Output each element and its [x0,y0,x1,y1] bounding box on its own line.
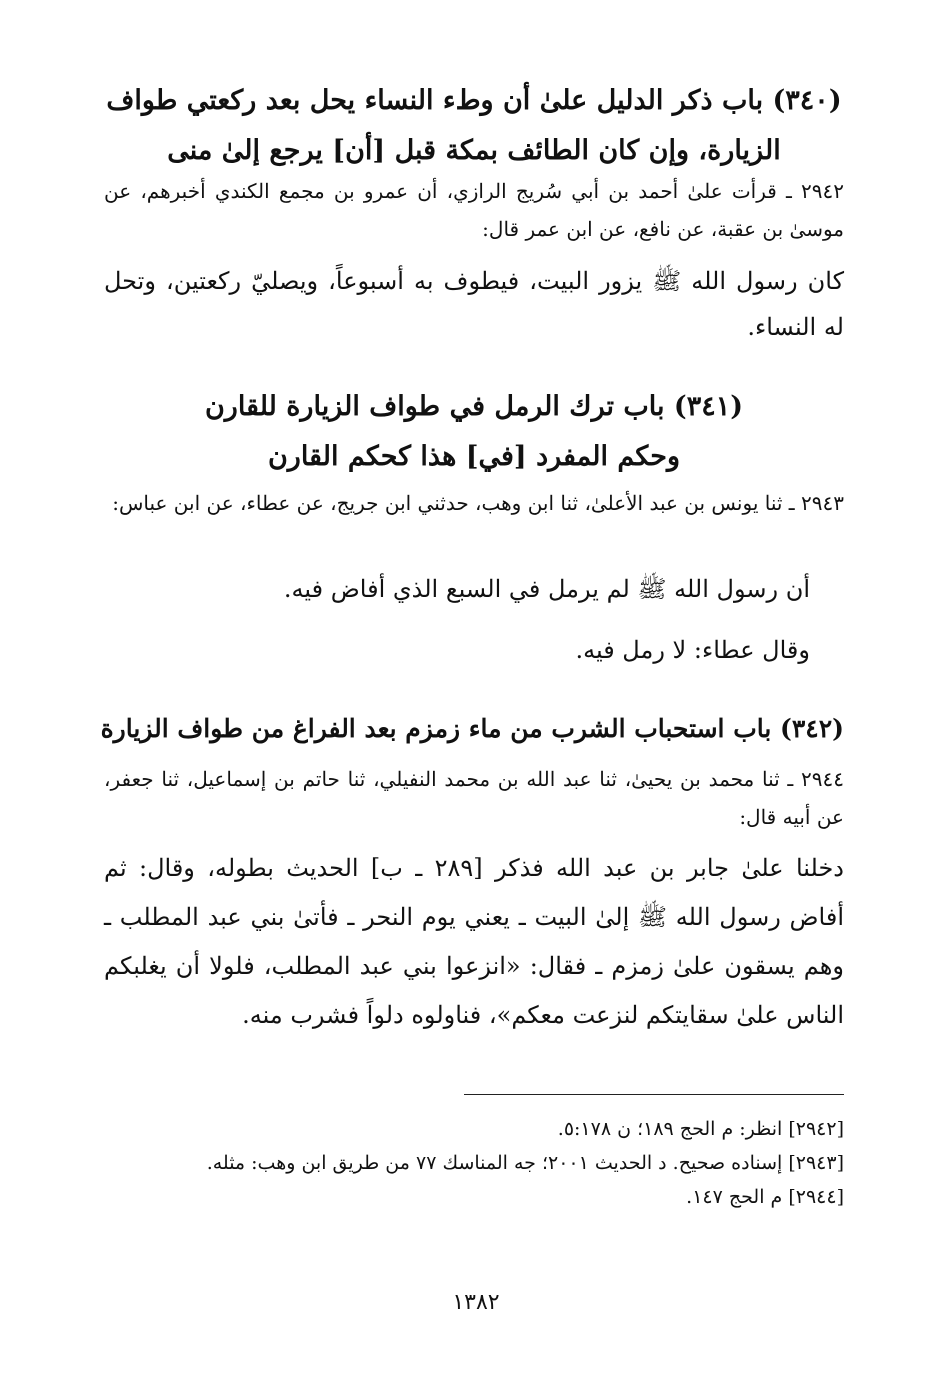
hadith-matn-2942: كان رسول الله ﷺ يزور البيت، فيطوف به أسبوعاً، ويصليّ ركعتين، وتحل له النساء. [104,267,844,341]
heading-line: الزيارة، وإن كان الطائف بمكة قبل [أن] يرجع إلىٰ منى [167,135,781,166]
hadith-matn-2943: أن رسول الله ﷺ لم يرمل في السبع الذي أفاض فيه. [283,575,810,603]
hadith-matn-2944: دخلنا علىٰ جابر بن عبد الله فذكر [٢٨٩ ـ ب] الحديث بطوله، وقال: ثم أفاض رسول الله ﷺ إلىٰ البيت ـ يعني يوم النحر ـ فأتىٰ بني عبد المطلب ـ وهم يسقون علىٰ زمزم ـ فقال: «انزعوا بني عبد المطلب، فلولا أن يغلبكم الناس علىٰ سقايتكم لنزعت معكم»، فناولوه دلواً فشرب منه. [104,854,844,1029]
hadith-extra-2943: وقال عطاء: لا رمل فيه. [575,636,810,664]
heading-line: وحكم المفرد [في] هذا كحكم القارن [267,441,681,472]
footnote-separator [464,1094,844,1095]
hadith-isnad-2944: ٢٩٤٤ ـ ثنا محمد بن يحيىٰ، ثنا عبد الله بن محمد النفيلي، ثنا حاتم بن إسماعيل، ثنا جعفر، عن أبيه قال: [104,767,844,829]
page-number: ١٣٨٢ [452,1290,500,1315]
chapter-heading-340 [104,76,844,176]
chapter-heading-342 [100,704,844,754]
heading-line: (٣٤١) باب ترك الرمل في طواف الزيارة للقارن [204,391,744,422]
heading-line: (٣٤٠) باب ذكر الدليل علىٰ أن وطء النساء يحل بعد ركعتي طواف [106,85,842,116]
chapter-heading-341 [104,382,844,482]
footnote-2942: [٢٩٤٢] انظر: م الحج ١٨٩؛ ن ٥:١٧٨. [557,1118,844,1140]
footnotes [104,1112,844,1214]
hadith-isnad-2942: ٢٩٤٢ ـ قرأت علىٰ أحمد بن أبي سُريج الرازي، أن عمرو بن مجمع الكندي أخبرهم، عن موسىٰ بن عقبة، عن نافع، عن ابن عمر قال: [104,179,844,241]
heading-line: (٣٤٢) باب استحباب الشرب من ماء زمزم بعد الفراغ من طواف الزيارة [100,714,844,743]
hadith-isnad-2943: ٢٩٤٣ ـ ثنا يونس بن عبد الأعلىٰ، ثنا ابن وهب، حدثني ابن جريج، عن عطاء، عن ابن عباس: [112,491,844,515]
footnote-2943: [٢٩٤٣] إسناده صحيح. د الحديث ٢٠٠١؛ جه المناسك ٧٧ من طريق ابن وهب: مثله. [206,1152,844,1174]
footnote-2944: [٢٩٤٤] م الحج ١٤٧. [686,1186,844,1208]
